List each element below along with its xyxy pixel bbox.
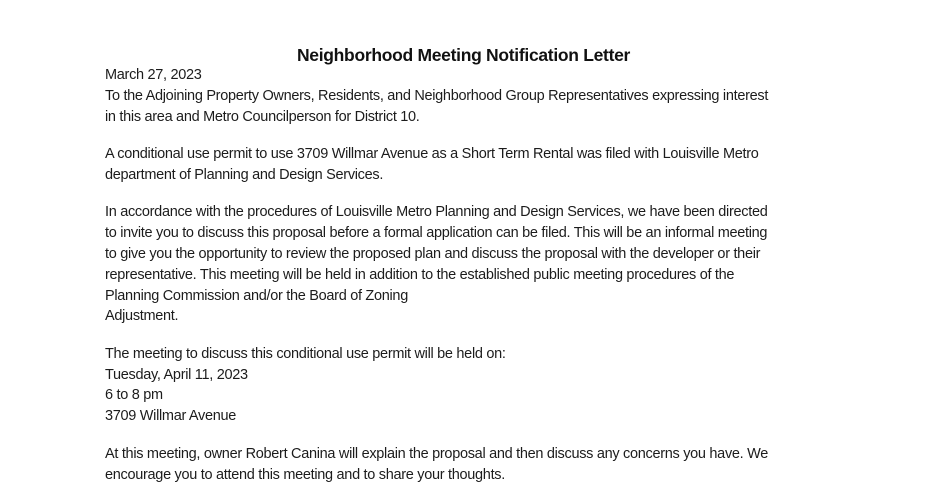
paragraph	[105, 344, 817, 427]
text-line: representative. This meeting will be held in addition to the established public meeting procedures of the	[105, 266, 735, 283]
letter-body	[105, 65, 817, 495]
text-line: in this area and Metro Councilperson for District 10.	[105, 108, 420, 125]
text-line: In accordance with the procedures of Louisville Metro Planning and Design Services, we have been directed	[105, 204, 768, 221]
text-line: At this meeting, owner Robert Canina will explain the proposal and then discuss any concerns you have. We	[105, 445, 769, 462]
text-line: department of Planning and Design Services.	[105, 166, 384, 183]
text-line: encourage you to attend this meeting and to share your thoughts.	[105, 466, 505, 483]
text-line: To the Adjoining Property Owners, Residents, and Neighborhood Group Representatives expressing interest	[105, 87, 769, 104]
text-line: Tuesday, April 11, 2023	[105, 366, 248, 383]
paragraph	[105, 65, 817, 127]
paragraph	[105, 444, 817, 486]
text-line: to give you the opportunity to review the proposed plan and discuss the proposal with the developer or their	[105, 245, 761, 262]
text-line: The meeting to discuss this conditional use permit will be held on:	[105, 345, 506, 362]
text-line: to invite you to discuss this proposal before a formal application can be filed. This will be an informal meeting	[105, 225, 768, 242]
text-line: 3709 Willmar Avenue	[105, 408, 237, 425]
text-line: March 27, 2023	[105, 67, 202, 83]
text-line: Planning Commission and/or the Board of Zoning	[105, 287, 408, 304]
paragraph	[105, 202, 817, 327]
text-line: 6 to 8 pm	[105, 387, 163, 404]
paragraph	[105, 144, 817, 186]
text-line: A conditional use permit to use 3709 Willmar Avenue as a Short Term Rental was filed with Louisville Metro	[105, 146, 759, 163]
text-line: Adjustment.	[105, 308, 179, 325]
letter-title: Neighborhood Meeting Notification Letter	[296, 45, 631, 65]
